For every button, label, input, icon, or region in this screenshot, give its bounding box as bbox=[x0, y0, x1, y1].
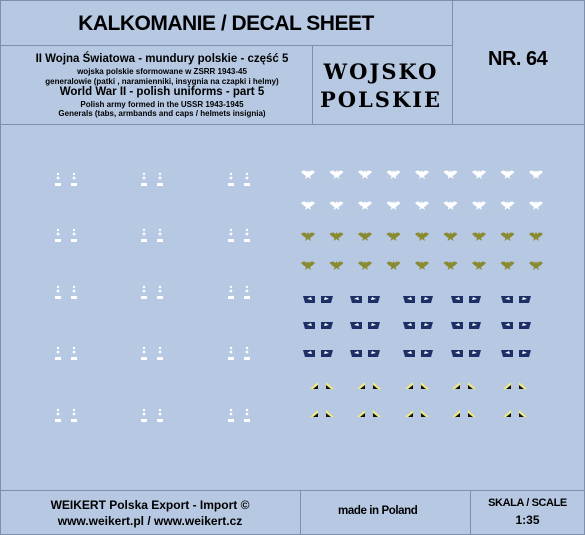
olive-eagle bbox=[358, 232, 372, 241]
sheet-number: NR. 64 bbox=[488, 48, 548, 70]
collar-tab-pair bbox=[350, 322, 380, 329]
chevron-pair bbox=[503, 410, 527, 417]
collar-tab-pair bbox=[303, 296, 333, 303]
shoulder-board-pair bbox=[55, 347, 77, 360]
olive-eagle bbox=[330, 261, 344, 270]
olive-eagle bbox=[501, 261, 515, 270]
collar-tab-pair bbox=[403, 296, 433, 303]
chevron-pair bbox=[310, 382, 334, 389]
polish-title: II Wojna Światowa - mundury polskie - część 5 bbox=[35, 53, 289, 65]
white-eagle bbox=[358, 170, 372, 179]
olive-eagle bbox=[301, 261, 315, 270]
olive-eagle bbox=[358, 261, 372, 270]
white-eagle bbox=[330, 170, 344, 179]
white-eagle bbox=[387, 201, 401, 210]
olive-eagle bbox=[529, 232, 543, 241]
collar-tab-pair bbox=[350, 350, 380, 357]
olive-eagle bbox=[472, 232, 486, 241]
shoulder-board-pair bbox=[141, 229, 163, 242]
chevron-pair bbox=[357, 410, 381, 417]
collar-tab-pair bbox=[501, 350, 531, 357]
english-title: World War II - polish uniforms - part 5 bbox=[59, 86, 265, 98]
chevron-pair bbox=[503, 382, 527, 389]
olive-eagle bbox=[387, 261, 401, 270]
white-eagle bbox=[387, 170, 401, 179]
collar-tab-pair bbox=[303, 350, 333, 357]
shoulder-board-pair bbox=[228, 409, 250, 422]
white-eagle bbox=[529, 201, 543, 210]
olive-eagle bbox=[415, 232, 429, 241]
company-name: WEIKERT Polska Export - Import © bbox=[50, 498, 250, 512]
collar-tab-pair bbox=[451, 322, 481, 329]
collar-tab-pair bbox=[451, 296, 481, 303]
english-subtitle-2: Generals (tabs, armbands and caps / helmets insignia) bbox=[58, 109, 266, 118]
olive-eagle bbox=[501, 232, 515, 241]
shoulder-board-pair bbox=[228, 286, 250, 299]
polish-subtitle-2: generalowie (patki , naramienniki, insygnia na czapki i helmy) bbox=[45, 77, 279, 86]
shoulder-board-pair bbox=[141, 286, 163, 299]
sheet-title: KALKOMANIE / DECAL SHEET bbox=[78, 12, 374, 35]
shoulder-board-pair bbox=[228, 173, 250, 186]
white-eagle bbox=[529, 170, 543, 179]
collar-tab-pair bbox=[403, 350, 433, 357]
white-eagle bbox=[472, 201, 486, 210]
shoulder-board-pair bbox=[141, 409, 163, 422]
logo-line-2: POLSKIE bbox=[319, 87, 443, 112]
shoulder-board-pair bbox=[55, 229, 77, 242]
olive-eagle bbox=[472, 261, 486, 270]
collar-tab-pair bbox=[451, 350, 481, 357]
olive-eagle bbox=[387, 232, 401, 241]
olive-eagle bbox=[444, 261, 458, 270]
white-eagle bbox=[472, 170, 486, 179]
white-eagle bbox=[444, 170, 458, 179]
white-eagle bbox=[444, 201, 458, 210]
shoulder-board-pair bbox=[141, 173, 163, 186]
olive-eagle bbox=[415, 261, 429, 270]
olive-eagle bbox=[301, 232, 315, 241]
scale-label: SKALA / SCALE bbox=[488, 497, 567, 509]
polish-subtitle-1: wojska polskie sformowane w ZSRR 1943-45 bbox=[77, 67, 247, 76]
shoulder-board-pair bbox=[55, 409, 77, 422]
white-eagle bbox=[358, 201, 372, 210]
white-eagle bbox=[415, 201, 429, 210]
english-subtitle-1: Polish army formed in the USSR 1943-1945 bbox=[80, 100, 244, 109]
white-eagle bbox=[501, 170, 515, 179]
chevron-pair bbox=[310, 410, 334, 417]
collar-tab-pair bbox=[403, 322, 433, 329]
white-eagle bbox=[330, 201, 344, 210]
collar-tab-pair bbox=[501, 322, 531, 329]
shoulder-board-pair bbox=[55, 286, 77, 299]
collar-tab-pair bbox=[303, 322, 333, 329]
white-eagle bbox=[415, 170, 429, 179]
chevron-pair bbox=[405, 410, 429, 417]
scale-value: 1:35 bbox=[515, 513, 540, 527]
chevron-pair bbox=[357, 382, 381, 389]
made-in-label: made in Poland bbox=[338, 505, 418, 517]
websites: www.weikert.pl / www.weikert.cz bbox=[57, 514, 243, 528]
white-eagle bbox=[501, 201, 515, 210]
collar-tab-pair bbox=[350, 296, 380, 303]
shoulder-board-pair bbox=[228, 229, 250, 242]
chevron-pair bbox=[452, 410, 476, 417]
olive-eagle bbox=[444, 232, 458, 241]
white-eagle bbox=[301, 170, 315, 179]
logo-line-1: WOJSKO bbox=[323, 59, 439, 84]
collar-tab-pair bbox=[501, 296, 531, 303]
olive-eagle bbox=[529, 261, 543, 270]
olive-eagle bbox=[330, 232, 344, 241]
shoulder-board-pair bbox=[141, 347, 163, 360]
shoulder-board-pair bbox=[55, 173, 77, 186]
chevron-pair bbox=[452, 382, 476, 389]
shoulder-board-pair bbox=[228, 347, 250, 360]
chevron-pair bbox=[405, 382, 429, 389]
white-eagle bbox=[301, 201, 315, 210]
